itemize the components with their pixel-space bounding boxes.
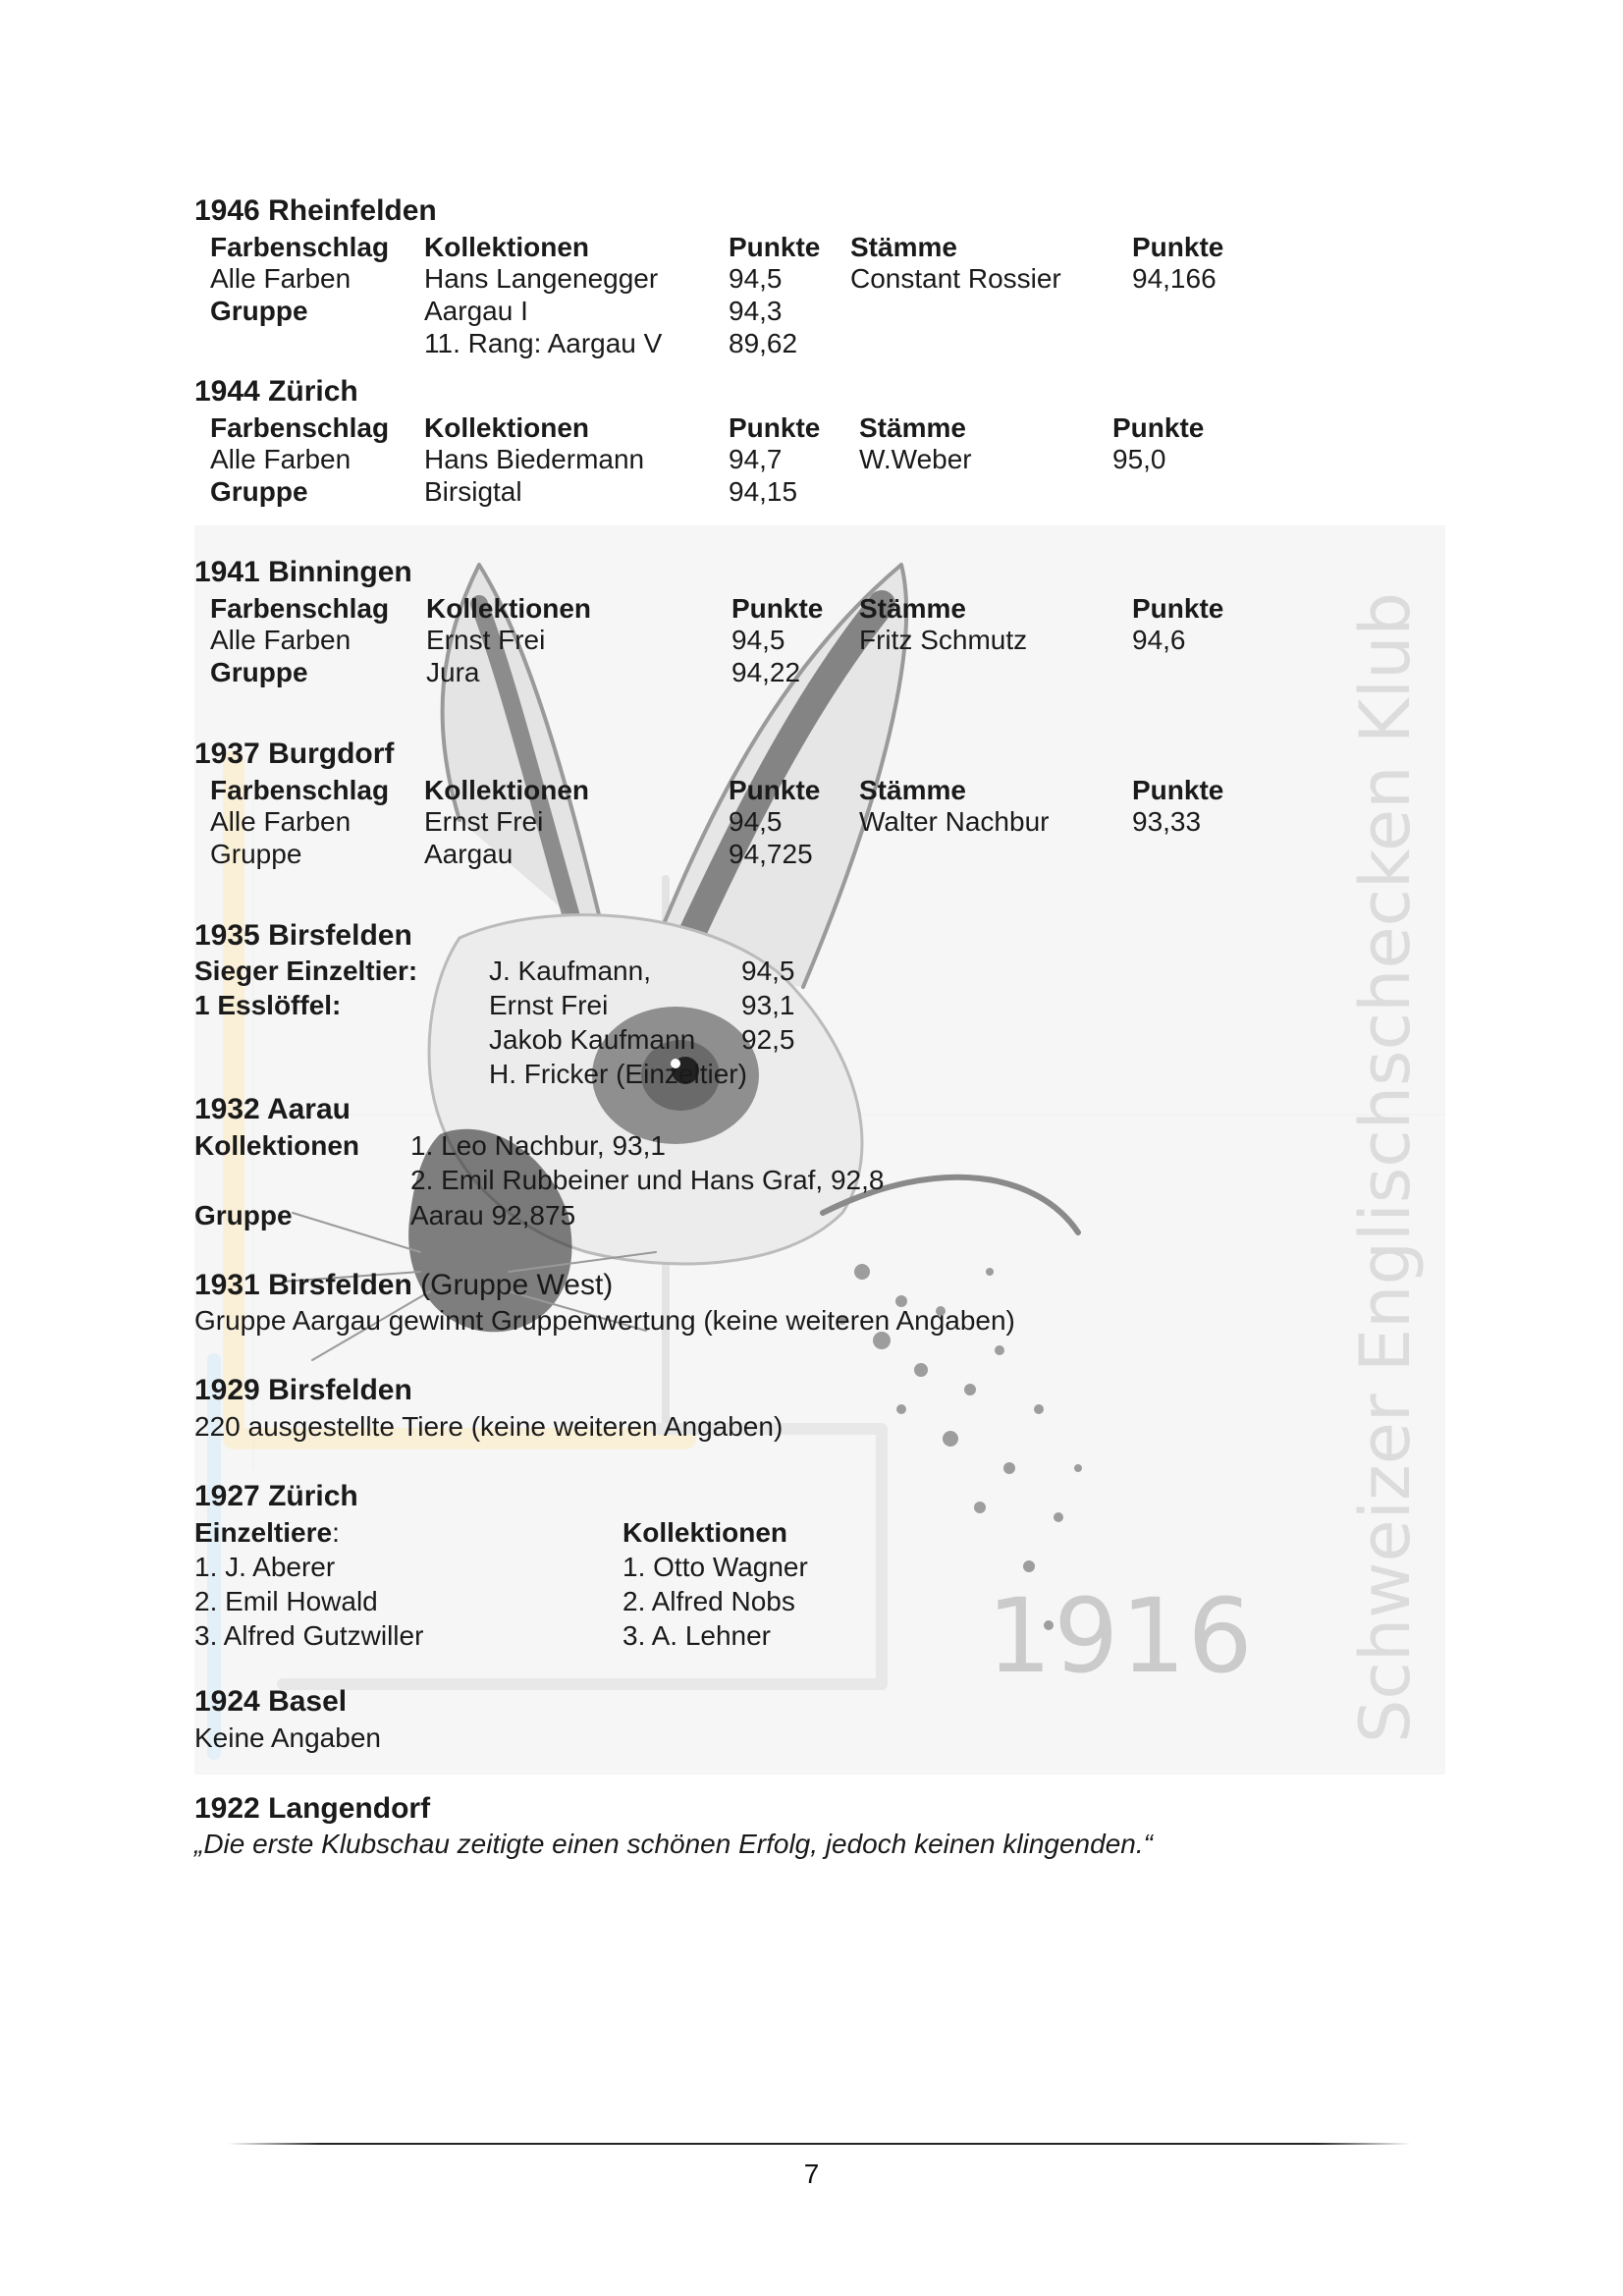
table-cell: W.Weber bbox=[859, 444, 972, 474]
table-header: Farbenschlag bbox=[210, 412, 390, 443]
table-cell: 94,22 bbox=[731, 657, 801, 687]
section-text: 220 ausgestellte Tiere (keine weiteren Angaben) bbox=[194, 1411, 784, 1442]
table-cell: Walter Nachbur bbox=[859, 806, 1050, 837]
row-label: Kollektionen bbox=[194, 1130, 360, 1161]
table-header: Farbenschlag bbox=[210, 593, 390, 624]
table-cell: Gruppe bbox=[210, 476, 308, 507]
table-cell: 89,62 bbox=[729, 328, 798, 358]
list-item: 2. Emil Rubbeiner und Hans Graf, 92,8 bbox=[410, 1165, 885, 1195]
row-label: Gruppe bbox=[194, 1200, 293, 1230]
table-cell: Constant Rossier bbox=[850, 263, 1061, 294]
club-vertical-title: Schweizer Englischschecken Klub bbox=[1345, 592, 1426, 1743]
section-title: 1937 Burgdorf bbox=[194, 738, 395, 770]
section-text: Keine Angaben bbox=[194, 1722, 381, 1753]
table-header: Kollektionen bbox=[424, 232, 590, 262]
table-cell: 94,5 bbox=[731, 625, 785, 655]
table-cell: Alle Farben bbox=[210, 625, 352, 655]
list-item: Ernst Frei bbox=[489, 990, 609, 1020]
table-cell: Ernst Frei bbox=[426, 625, 546, 655]
points-value: 93,1 bbox=[741, 990, 795, 1020]
table-header: Stämme bbox=[859, 412, 966, 443]
table-cell: Alle Farben bbox=[210, 806, 352, 837]
row-label: 1 Esslöffel: bbox=[194, 990, 342, 1020]
table-cell: Hans Langenegger bbox=[424, 263, 659, 294]
table-header: Farbenschlag bbox=[210, 775, 390, 805]
table-header: Punkte bbox=[731, 593, 824, 624]
table-cell: Gruppe bbox=[210, 839, 302, 869]
table-header: Punkte bbox=[1132, 775, 1224, 805]
table-cell: 94,5 bbox=[729, 263, 783, 294]
footer-divider bbox=[228, 2143, 1411, 2145]
section-title: 1927 Zürich bbox=[194, 1480, 358, 1512]
table-header: Punkte bbox=[729, 412, 821, 443]
list-item: 3. Alfred Gutzwiller bbox=[194, 1620, 424, 1651]
table-cell: 93,33 bbox=[1132, 806, 1202, 837]
section-title: 1944 Zürich bbox=[194, 375, 358, 408]
list-item: 1. J. Aberer bbox=[194, 1552, 336, 1582]
table-cell: 94,6 bbox=[1132, 625, 1186, 655]
table-header: Punkte bbox=[729, 232, 821, 262]
rabbit-illustration-icon bbox=[194, 525, 1445, 1775]
section-quote: „Die erste Klubschau zeitigte einen schönen Erfolg, jedoch keinen klingenden.“ bbox=[194, 1829, 1153, 1859]
table-cell: 94,15 bbox=[729, 476, 798, 507]
table-cell: 11. Rang: Aargau V bbox=[424, 328, 663, 358]
table-cell: Gruppe bbox=[210, 657, 308, 687]
table-header: Punkte bbox=[729, 775, 821, 805]
list-item: 1. Otto Wagner bbox=[622, 1552, 808, 1582]
table-header: Punkte bbox=[1112, 412, 1205, 443]
table-header: Kollektionen bbox=[426, 593, 592, 624]
section-title: 1929 Birsfelden bbox=[194, 1374, 412, 1406]
table-cell: Fritz Schmutz bbox=[859, 625, 1028, 655]
section-title: 1935 Birsfelden bbox=[194, 919, 412, 952]
table-header: Stämme bbox=[859, 775, 966, 805]
table-header: Kollektionen bbox=[424, 412, 590, 443]
row-label: Sieger Einzeltier: bbox=[194, 956, 418, 986]
column-label: Kollektionen bbox=[622, 1517, 788, 1548]
background-year: 1916 bbox=[987, 1576, 1255, 1696]
section-title: 1924 Basel bbox=[194, 1685, 348, 1718]
table-cell: 94,166 bbox=[1132, 263, 1217, 294]
list-item: J. Kaufmann, bbox=[489, 956, 651, 986]
list-item: 2. Alfred Nobs bbox=[622, 1586, 795, 1616]
section-title-suffix: (Gruppe West) bbox=[411, 1269, 614, 1301]
table-header: Punkte bbox=[1132, 232, 1224, 262]
table-header: Stämme bbox=[859, 593, 966, 624]
table-header: Farbenschlag bbox=[210, 232, 390, 262]
table-cell: Alle Farben bbox=[210, 444, 352, 474]
table-cell: Birsigtal bbox=[424, 476, 522, 507]
table-cell: Alle Farben bbox=[210, 263, 352, 294]
table-header: Kollektionen bbox=[424, 775, 590, 805]
section-title: 1932 Aarau bbox=[194, 1093, 351, 1125]
list-item: 2. Emil Howald bbox=[194, 1586, 378, 1616]
list-item: H. Fricker (Einzeltier) bbox=[489, 1059, 747, 1089]
table-cell: Hans Biedermann bbox=[424, 444, 645, 474]
list-item: 3. A. Lehner bbox=[622, 1620, 772, 1651]
points-value: 92,5 bbox=[741, 1024, 795, 1055]
page-number: 7 bbox=[803, 2159, 820, 2189]
table-cell: Gruppe bbox=[210, 296, 308, 326]
section-title bbox=[194, 1270, 613, 1301]
table-header: Punkte bbox=[1132, 593, 1224, 624]
list-item: Aarau 92,875 bbox=[410, 1200, 576, 1230]
table-cell: Ernst Frei bbox=[424, 806, 544, 837]
column-label-text: Einzeltiere bbox=[194, 1517, 333, 1548]
table-cell: 94,725 bbox=[729, 839, 813, 869]
table-cell: 94,5 bbox=[729, 806, 783, 837]
section-title-year: 1931 Birsfelden bbox=[194, 1269, 412, 1301]
table-cell: Aargau bbox=[424, 839, 514, 869]
section-text: Gruppe Aargau gewinnt Gruppenwertung (keine weiteren Angaben) bbox=[194, 1305, 1015, 1336]
table-cell: 94,7 bbox=[729, 444, 783, 474]
column-label-colon: : bbox=[332, 1517, 340, 1548]
table-cell: Aargau I bbox=[424, 296, 528, 326]
table-header: Stämme bbox=[850, 232, 957, 262]
section-title: 1941 Binningen bbox=[194, 556, 412, 588]
points-value: 94,5 bbox=[741, 956, 795, 986]
table-cell: Jura bbox=[426, 657, 480, 687]
list-item: 1. Leo Nachbur, 93,1 bbox=[410, 1130, 666, 1161]
section-title: 1946 Rheinfelden bbox=[194, 194, 437, 227]
column-label bbox=[194, 1517, 340, 1549]
table-cell: 95,0 bbox=[1112, 444, 1166, 474]
section-title: 1922 Langendorf bbox=[194, 1792, 431, 1825]
table-cell: 94,3 bbox=[729, 296, 783, 326]
list-item: Jakob Kaufmann bbox=[489, 1024, 696, 1055]
